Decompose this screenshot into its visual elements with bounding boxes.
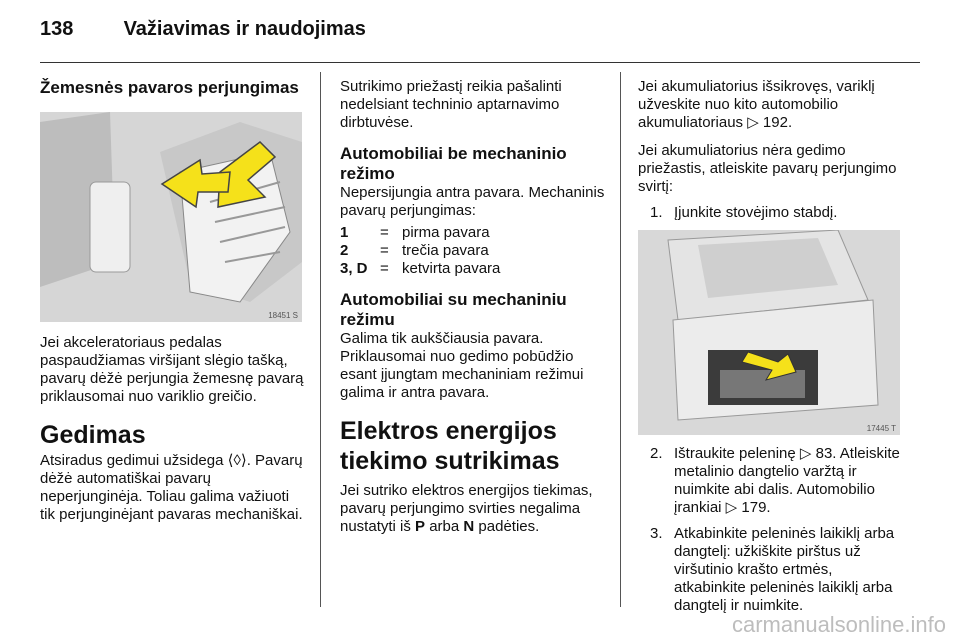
page-number: 138 — [40, 18, 74, 40]
step-list-1 — [638, 204, 908, 222]
section-heading-fault: Gedimas — [40, 421, 146, 449]
page-title: Važiavimas ir naudojimas — [123, 18, 366, 40]
column-1 — [40, 78, 308, 532]
gear-row: 2 = trečia pavara — [340, 242, 489, 259]
column-3 — [638, 78, 908, 623]
header-divider — [40, 62, 920, 63]
page-header — [40, 18, 366, 41]
gear-table — [340, 224, 608, 278]
section-heading-downshift: Žemesnės pavaros perjungimas — [40, 78, 299, 97]
heading-no-manual-mode: Automobiliai be mechaninio režimo — [340, 144, 567, 183]
battery-paragraph: Jei akumuliatorius išsikrovęs, variklį užveskite nuo kito automobilio akumuliatoriaus ▷ 192. — [638, 78, 875, 131]
figure-code: 17445 T — [866, 424, 896, 433]
figure-code: 18451 S — [268, 311, 298, 320]
heading-power-failure: Elektros energijos tiekimo sutrikimas — [340, 417, 560, 475]
list-item: 3. Atkabinkite peleninės laikiklį arba dangtelį: užkiškite pirštus už viršutinio krašto ertmės, atkabinkite peleninės laikiklį arba dangtelį ir nuimkite. — [650, 525, 895, 614]
power-failure-paragraph: Jei sutriko elektros energijos tiekimas, pavarų perjungimo svirties negalima nustatyti iš P arba N padėties. — [340, 482, 593, 535]
pedal-illustration — [40, 112, 302, 322]
fault-paragraph: Atsiradus gedimui užsidega ⟨◊⟩. Pavarų dėžė automatiškai pavarų neperjunginėja. Toliau galima važiuoti tik perjunginėjant pavaras mechaniškai. — [40, 452, 303, 523]
column-divider-1 — [320, 72, 321, 607]
step-list-2 — [638, 445, 908, 615]
release-paragraph: Jei akumuliatorius nėra gedimo priežastis, atleiskite pavarų perjungimo svirtį: — [638, 142, 897, 195]
pedal-drawing — [40, 112, 302, 322]
gear-row: 1 = pirma pavara — [340, 224, 490, 241]
column-divider-2 — [620, 72, 621, 607]
column-2 — [340, 78, 608, 544]
repair-paragraph: Sutrikimo priežastį reikia pašalinti nedelsiant techninio aptarnavimo dirbtuvėse. — [340, 78, 562, 131]
no-manual-paragraph: Nepersijungia antra pavara. Mechaninis pavarų perjungimas: — [340, 184, 605, 219]
ashtray-drawing — [638, 230, 900, 435]
gear-row: 3, D = ketvirta pavara — [340, 260, 501, 277]
downshift-paragraph: Jei akceleratoriaus pedalas paspaudžiamas viršijant slėgio tašką, pavarų dėžė perjungia žemesnę pavarą priklausomai nuo variklio greičio. — [40, 334, 304, 405]
heading-manual-mode: Automobiliai su mechaniniu režimu — [340, 290, 567, 329]
list-item: 1. Įjunkite stovėjimo stabdį. — [650, 204, 838, 221]
watermark: carmanualsonline.info — [731, 612, 946, 637]
ashtray-illustration — [638, 230, 900, 435]
list-item: 2. Ištraukite peleninę ▷ 83. Atleiskite metalinio dangtelio varžtą ir nuimkite abi dalis. Automobilio įrankiai ▷ 179. — [650, 445, 900, 516]
manual-mode-paragraph: Galima tik aukščiausia pavara. Priklausomai nuo gedimo pobūdžio esant įjungtam mechaniniam režimui galima ir antra pavara. — [340, 330, 584, 401]
